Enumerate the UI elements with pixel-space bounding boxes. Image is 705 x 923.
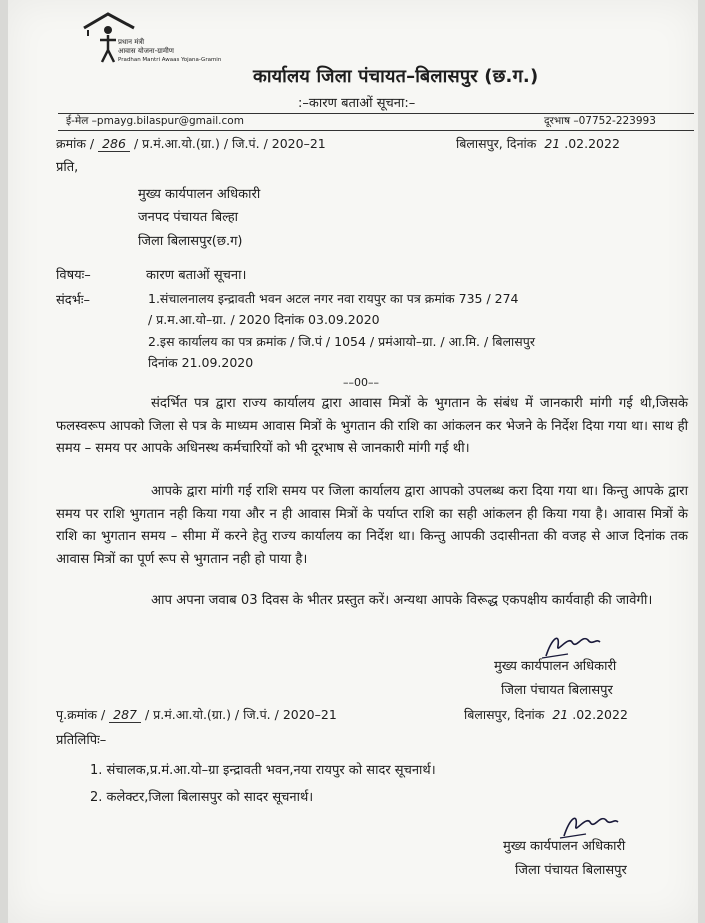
logo-line-3: Pradhan Mantri Awaas Yojana-Gramin [118,57,222,63]
ref-number: 286 [98,136,130,152]
office-phone: दूरभाष –07752-223993 [544,115,656,127]
reference-line-3: 2.इस कार्यालय का पत्र क्रमांक / जि.पं / 1054 / प्रमंआयो–ग्रा. / आ.मि. / बिलासपुर [148,334,535,349]
recipient-line-3: जिला बिलासपुर(छ.ग) [138,234,243,249]
copy-ref-line [56,706,337,723]
signatory-1-title: मुख्य कार्यपालन अधिकारी [494,659,617,674]
copy-ref-suffix: / प्र.मं.आ.यो.(ग्रा.) / जि.पं. / 2020–21 [145,707,337,722]
ref-prefix: क्रमांक / [56,136,95,151]
body-paragraph-2: आपके द्वारा मांगी गई राशि समय पर जिला कार्यालय द्वारा आपको उपलब्ध करा दिया गया था। किन्तु आपके द्वारा समय पर राशि भुगतान नही किया गया और न ही आवास मित्रों के पर्याप्त राशि का सही आंकलन ही किया गया है। आवास मित्रों के राशि का भुगतान समय – सीमा में करने हेतु राज्य कार्यालय का निर्देश था। किन्तु आपकी उदासीनता की वजह से आज दिनांक तक आवास मित्रों का पूर्ण रूप से भुगतान नही हो पाया है। [56,484,688,567]
copy-place-date [464,706,628,723]
body-paragraph-1: संदर्भित पत्र द्वारा राज्य कार्यालय द्वारा आवास मित्रों के भुगतान के संबंध में जानकारी मांगी गई थी,जिसके फलस्वरूप आपको जिला से पत्र के माध्यम आवास मित्रों के भुगतान की राशि का आंकलन कर भेजने के निर्देश दिया गया था। साथ ही समय – समय पर आपके अधिनस्थ कर्मचारियों को भी दूरभाष से जानकारी मांगी गई थी। [56,396,688,456]
signatory-2-office: जिला पंचायत बिलासपुर [515,863,627,878]
letter-ref-line [56,135,326,152]
subject-text: कारण बताओं सूचना। [146,268,247,283]
signatory-2-title: मुख्य कार्यपालन अधिकारी [503,839,626,854]
to-label: प्रति, [56,160,79,175]
reference-line-1: 1.संचालनालय इन्द्रावती भवन अटल नगर नवा रायपुर का पत्र क्रमांक 735 / 274 [148,291,519,306]
reference-line-4: दिनांक 21.09.2020 [148,355,254,370]
office-email: ई-मेल –pmayg.bilaspur@gmail.com [66,115,244,127]
logo-line-1: प्रधान मंत्री [118,38,145,46]
reference-line-2: / प्र.म.आ.यो–ग्रा. / 2020 दिनांक 03.09.2020 [148,312,380,327]
office-title: कार्यालय जिला पंचायत–बिलासपुर (छ.ग.) [253,66,539,87]
ref-suffix: / प्र.मं.आ.यो.(ग्रा.) / जि.पं. / 2020–21 [133,136,326,151]
signatory-1-office: जिला पंचायत बिलासपुर [501,683,613,698]
body-paragraph-3: आप अपना जवाब 03 दिवस के भीतर प्रस्तुत करें। अन्यथा आपके विरूद्ध एकपक्षीय कार्यवाही की जावेगी। [151,593,653,608]
place-date-prefix: बिलासपुर, दिनांक [456,136,537,151]
date-suffix: .02.2022 [564,136,620,151]
recipient-line-1: मुख्य कार्यपालन अधिकारी [138,187,261,202]
copy-date-suffix: .02.2022 [572,707,628,722]
reference-label: संदर्भः– [56,293,90,308]
letter-place-date [456,135,620,152]
copy-place-date-prefix: बिलासपुर, दिनांक [464,707,545,722]
notice-subtitle: :–कारण बताओं सूचना:– [298,96,416,111]
copy-ref-prefix: पृ.क्रमांक / [56,707,106,722]
copy-date-day: 21 [552,707,569,722]
document-page [8,0,698,923]
separator: ––00–– [343,376,379,389]
logo-line-2: आवास योजना-ग्रामीण [118,47,174,55]
recipient-line-2: जनपद पंचायत बिल्हा [138,210,239,225]
copy-ref-number: 287 [109,707,141,723]
pmay-g-logo [78,10,238,72]
subject-label: विषयः– [56,268,91,283]
copy-item-2: 2. कलेक्टर,जिला बिलासपुर को सादर सूचनार्थ। [90,790,314,805]
copy-label: प्रतिलिपिः– [56,733,107,748]
date-day: 21 [544,136,561,151]
copy-item-1: 1. संचालक,प्र.मं.आ.यो–ग्रा इन्द्रावती भवन,नया रायपुर को सादर सूचनार्थ। [90,763,436,778]
